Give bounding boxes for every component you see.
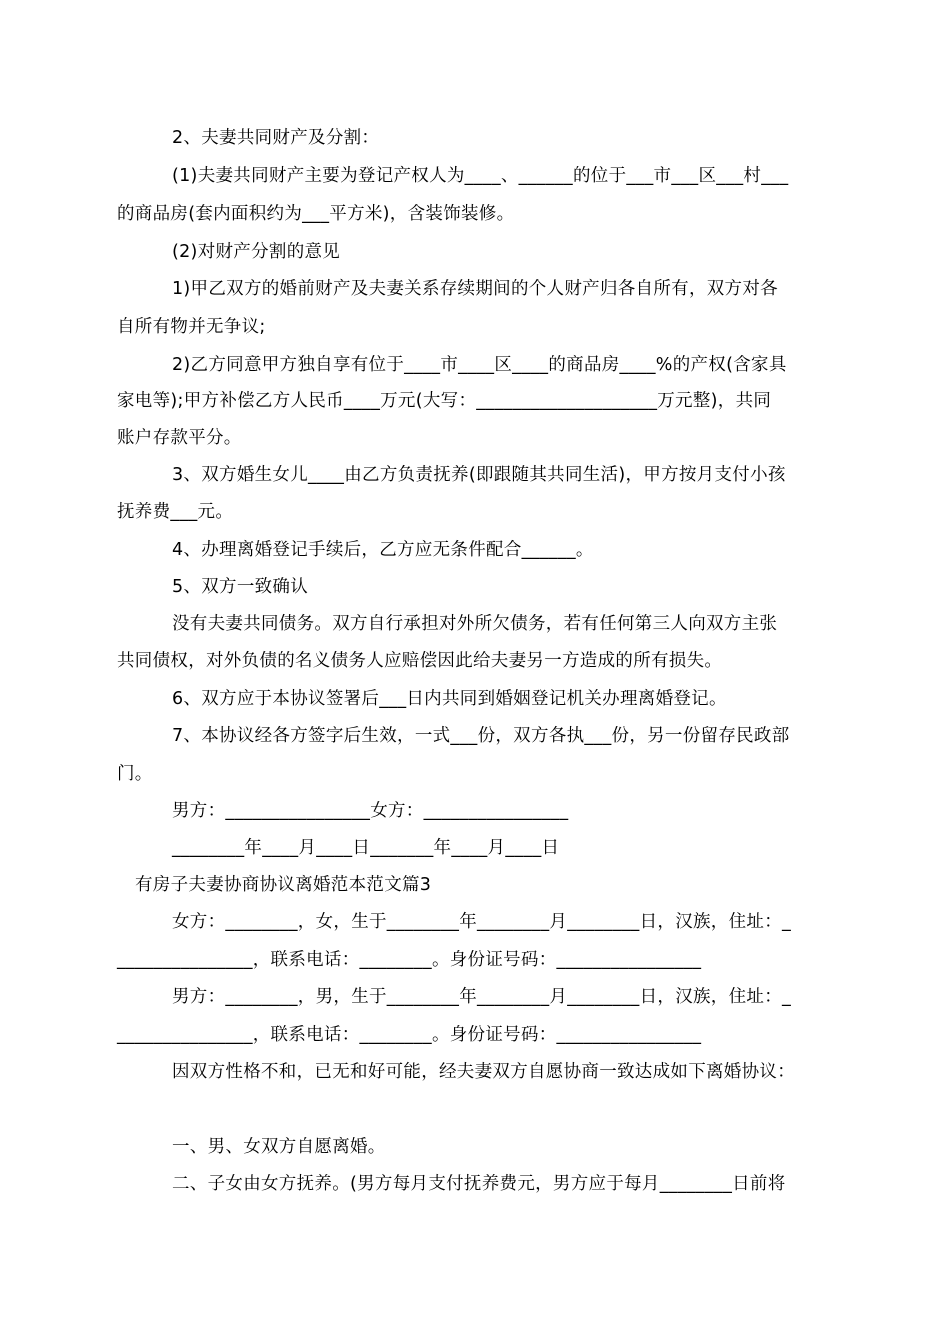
paragraph-line: 1)甲乙双方的婚前财产及夫妻关系存续期间的个人财产归各自所有，双方对各 (172, 279, 778, 299)
clause-line: 二、子女由女方抚养。(男方每月支付抚养费元，男方应于每月________日前将 (172, 1174, 786, 1194)
section-2-heading: 2、夫妻共同财产及分割： (172, 128, 380, 148)
paragraph-line: 账户存款平分。 (117, 428, 242, 448)
paragraph-line: 的商品房(套内面积约为___平方米)，含装饰装修。 (117, 204, 515, 224)
paragraph-line: (1)夫妻共同财产主要为登记产权人为____、______的位于___市___区___村___ (172, 166, 789, 186)
paragraph-line: 门。 (117, 764, 153, 784)
date-line: ________年____月____日_______年____月____日 (172, 838, 560, 858)
section-7-line: 7、本协议经各方签字后生效，一式___份，双方各执___份，另一份留存民政部 (172, 726, 790, 746)
paragraph-line: 自所有物并无争议; (117, 317, 266, 337)
section-6-line: 6、双方应于本协议签署后___日内共同到婚姻登记机关办理离婚登记。 (172, 689, 727, 709)
paragraph-line: 共同债权，对外负债的名义债务人应赔偿因此给夫妻另一方造成的所有损失。 (117, 651, 723, 671)
party-info-line: _______________，联系电话：________。身份证号码：________________ (117, 1025, 702, 1045)
party-info-line: _______________，联系电话：________。身份证号码：________________ (117, 950, 702, 970)
clause-line: 一、男、女双方自愿离婚。 (172, 1137, 386, 1157)
section-5-heading: 5、双方一致确认 (172, 577, 309, 597)
paragraph-line: 家电等);甲方补偿乙方人民币____万元(大写：____________________万元整)，共同 (117, 391, 772, 411)
party-info-line: 男方：________，男，生于________年________月________日，汉族，住址：_ (172, 987, 792, 1007)
subheading: (2)对财产分割的意见 (172, 242, 341, 262)
section-4-line: 4、办理离婚登记手续后，乙方应无条件配合______。 (172, 540, 594, 560)
signature-line: 男方：________________女方：________________ (172, 801, 569, 821)
paragraph-line: 抚养费___元。 (117, 502, 234, 522)
section-3-line: 3、双方婚生女儿____由乙方负责抚养(即跟随其共同生活)，甲方按月支付小孩 (172, 465, 786, 485)
paragraph-line: 因双方性格不和，已无和好可能，经夫妻双方自愿协商一致达成如下离婚协议： (172, 1062, 795, 1082)
article-title: 有房子夫妻协商协议离婚范本范文篇3 (135, 875, 432, 895)
party-info-line: 女方：________，女，生于________年________月________日，汉族，住址：_ (172, 912, 792, 932)
paragraph-line: 2)乙方同意甲方独自享有位于____市____区____的商品房____%的产权(含家具 (172, 355, 787, 375)
paragraph-line: 没有夫妻共同债务。双方自行承担对外所欠债务，若有任何第三人向双方主张 (172, 614, 778, 634)
